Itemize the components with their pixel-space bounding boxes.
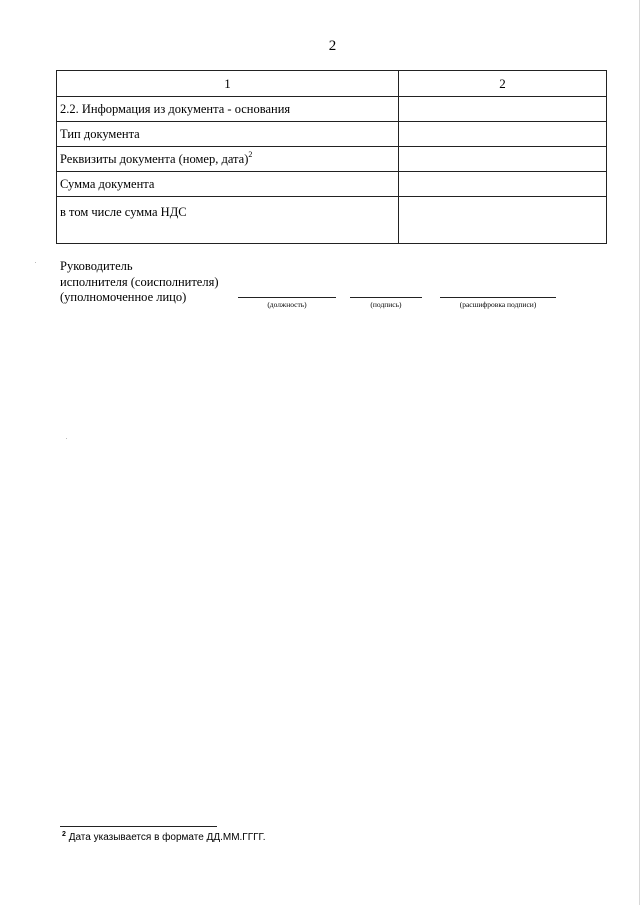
table-row: [57, 147, 607, 172]
scan-artifact: [66, 438, 67, 439]
signature-field: (подпись): [350, 297, 422, 309]
footnote-divider: [60, 826, 217, 827]
row-label-document-details: [57, 147, 399, 172]
signature-line-2: исполнителя (соисполнителя): [60, 274, 219, 289]
info-table: [56, 70, 607, 244]
footnote-text: Дата указывается в формате ДД.ММ.ГГГГ.: [68, 832, 266, 843]
table-row: [57, 172, 607, 197]
row-label-document-type: Тип документа: [57, 122, 399, 147]
table-row: [57, 122, 607, 147]
table-header-col-2: 2: [399, 71, 607, 97]
footnote-ref: 2: [248, 149, 253, 159]
row-label-vat-sum: в том числе сумма НДС: [57, 197, 399, 244]
table-header-row: [57, 71, 607, 97]
position-field: (должность): [238, 297, 336, 309]
signature-decoding-field: (расшифровка подписи): [440, 297, 556, 309]
signature-line-1: Руководитель: [60, 259, 133, 273]
row-value-document-details: [399, 147, 607, 172]
row-label-document-sum: Сумма документа: [57, 172, 399, 197]
footnote-mark: 2: [62, 831, 66, 838]
signature-fields: [0, 297, 640, 317]
footnote: [62, 832, 266, 843]
table-row: [57, 97, 607, 122]
row-value-document-sum: [399, 172, 607, 197]
table-row: [57, 197, 607, 244]
page-number: 2: [328, 38, 337, 54]
row-label-document-details-text: Реквизиты документа (номер, дата): [60, 151, 249, 166]
row-value-vat-sum: [399, 197, 607, 244]
row-value-basis-info: [399, 97, 607, 122]
signature-line-3: (уполномоченное лицо): [60, 290, 187, 304]
row-label-basis-info: 2.2. Информация из документа - основания: [57, 97, 399, 122]
scan-artifact: [35, 262, 36, 263]
row-value-document-type: [399, 122, 607, 147]
table-header-col-1: 1: [57, 71, 399, 97]
